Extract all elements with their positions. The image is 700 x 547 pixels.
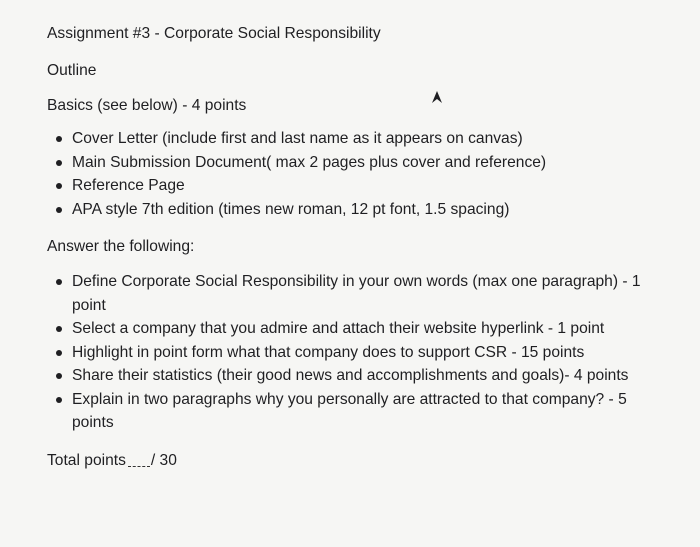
- answer-heading: Answer the following:: [47, 238, 195, 255]
- list-item: [47, 198, 657, 222]
- list-item: [47, 364, 657, 388]
- list-item: [47, 127, 657, 151]
- list-item: [47, 151, 657, 175]
- total-value: / 30: [150, 452, 177, 469]
- list-item: [47, 270, 657, 317]
- document-title: Assignment #3 - Corporate Social Responsibility: [47, 25, 381, 42]
- list-item: [47, 317, 657, 341]
- list-item: [47, 341, 657, 365]
- list-item-text: Cover Letter (include first and last name as it appears on canvas): [72, 130, 523, 147]
- bullet-icon: [56, 183, 62, 189]
- bullet-icon: [56, 207, 62, 213]
- list-item-text: APA style 7th edition (times new roman, 12 pt font, 1.5 spacing): [72, 200, 510, 218]
- list-item: [47, 174, 657, 198]
- list-item-text: Main Submission Document( max 2 pages plus cover and reference): [72, 153, 547, 171]
- bullet-icon: [56, 160, 62, 166]
- bullet-icon: [56, 326, 62, 332]
- outline-label: Outline: [47, 62, 97, 79]
- bullet-icon: [56, 397, 62, 403]
- total-label: Total points: [47, 452, 126, 469]
- list-item-text: Share their statistics (their good news and accomplishments and goals)- 4 points: [72, 367, 629, 384]
- basics-heading: Basics (see below) - 4 points: [47, 97, 247, 114]
- answer-list: [47, 270, 657, 435]
- bullet-icon: [56, 279, 62, 285]
- list-item-text: Reference Page: [72, 177, 185, 194]
- basics-list: [47, 127, 657, 221]
- list-item-text: Select a company that you admire and attach their website hyperlink - 1 point: [72, 320, 605, 337]
- list-item-text: Define Corporate Social Responsibility in your own words (max one paragraph) - 1 point: [72, 273, 641, 314]
- bullet-icon: [56, 373, 62, 379]
- list-item-text: Explain in two paragraphs why you personally are attracted to that company? - 5 points: [72, 390, 627, 431]
- list-item-text: Highlight in point form what that company does to support CSR - 15 points: [72, 343, 585, 361]
- list-item: [47, 388, 657, 435]
- bullet-icon: [56, 136, 62, 142]
- total-points: [47, 450, 177, 472]
- mouse-pointer-icon: [431, 90, 443, 104]
- score-blank: [128, 465, 150, 467]
- bullet-icon: [56, 350, 62, 356]
